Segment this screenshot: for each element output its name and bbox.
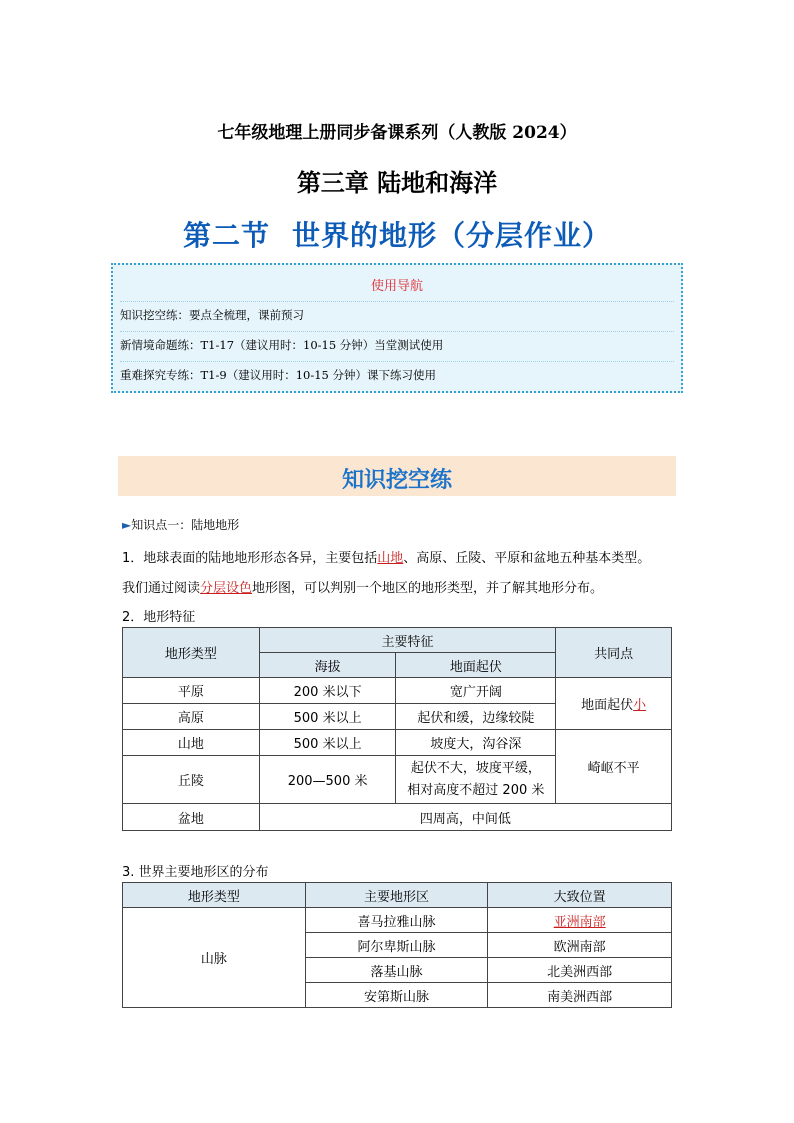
table-cell: 落基山脉 <box>305 958 488 983</box>
paragraph-text: 、高原、丘陵、平原和盆地五种基本类型。 <box>403 551 651 566</box>
section-number: 第二节 <box>182 219 270 252</box>
answer-blank: 山地 <box>377 551 404 566</box>
header-cell: 大致位置 <box>488 883 672 908</box>
header-cell: 主要特征 <box>259 628 555 653</box>
usage-navigation-box <box>111 263 683 393</box>
header-cell: 地形类型 <box>123 628 260 678</box>
header-cell: 地面起伏 <box>396 653 556 678</box>
table-cell: 200—500 米 <box>259 756 396 804</box>
nav-row: 重难探究专练：T1-9（建议用时：10-15 分钟）课下练习使用 <box>120 361 674 388</box>
table-cell <box>556 678 672 730</box>
table-cell: 宽广开阔 <box>396 678 556 704</box>
cell-text: 地面起伏 <box>581 698 634 713</box>
cell-line: 相对高度不超过 200 米 <box>407 782 545 798</box>
table-cell <box>396 756 556 804</box>
table-cell: 盆地 <box>123 804 260 831</box>
table-cell: 四周高，中间低 <box>259 804 671 831</box>
table-cell: 崎岖不平 <box>556 730 672 804</box>
knowledge-point-label: 知识点一：陆地地形 <box>131 518 240 532</box>
chapter-title: 第三章 陆地和海洋 <box>296 169 498 197</box>
table-cell: 500 米以上 <box>259 704 396 730</box>
section-2-title: 2．地形特征 <box>122 610 196 625</box>
nav-row: 知识挖空练：要点全梳理，课前预习 <box>120 301 674 328</box>
table-cell: 高原 <box>123 704 260 730</box>
landform-features-table <box>122 627 672 831</box>
header-cell: 海拔 <box>259 653 396 678</box>
header-cell: 主要地形区 <box>305 883 488 908</box>
table-cell: 南美洲西部 <box>488 983 672 1008</box>
knowledge-point-heading <box>122 516 239 533</box>
answer-blank: 亚洲南部 <box>553 914 606 930</box>
nav-title: 使用导航 <box>370 279 423 294</box>
cell-line: 起伏不大，坡度平缓， <box>410 760 541 776</box>
table-cell: 北美洲西部 <box>488 958 672 983</box>
table-cell: 200 米以下 <box>259 678 396 704</box>
section-3-title: 3. 世界主要地形区的分布 <box>122 865 269 880</box>
landform-regions-table <box>122 882 672 1008</box>
paragraph-2 <box>122 577 603 596</box>
table-cell: 安第斯山脉 <box>305 983 488 1008</box>
table-cell <box>488 908 672 933</box>
answer-blank: 分层设色 <box>200 581 253 596</box>
header-cell: 共同点 <box>556 628 672 678</box>
paragraph-1 <box>122 547 650 566</box>
paragraph-text: 地形图，可以判别一个地区的地形类型，并了解其地形分布。 <box>252 581 604 596</box>
section-name: 世界的地形（分层作业） <box>292 219 612 252</box>
banner-title: 知识挖空练 <box>341 468 452 493</box>
header-cell: 地形类型 <box>123 883 306 908</box>
paragraph-text: 我们通过阅读 <box>122 581 201 596</box>
table-cell: 平原 <box>123 678 260 704</box>
table-cell: 500 米以上 <box>259 730 396 756</box>
table-cell: 欧洲南部 <box>488 933 672 958</box>
section-title <box>0 214 794 254</box>
triangle-bullet-icon: ► <box>122 518 132 532</box>
series-title: 七年级地理上册同步备课系列（人教版 2024） <box>217 123 577 143</box>
table-cell: 阿尔卑斯山脉 <box>305 933 488 958</box>
section-banner <box>118 456 676 496</box>
paragraph-text: 1．地球表面的陆地地形形态各异，主要包括 <box>122 551 378 566</box>
nav-row: 新情境命题练：T1-17（建议用时：10-15 分钟）当堂测试使用 <box>120 331 674 358</box>
table-cell: 起伏和缓，边缘较陡 <box>396 704 556 730</box>
table-cell: 丘陵 <box>123 756 260 804</box>
table-cell: 山地 <box>123 730 260 756</box>
answer-blank: 小 <box>633 698 647 713</box>
table-cell: 山脉 <box>123 908 306 1008</box>
table-cell: 喜马拉雅山脉 <box>305 908 488 933</box>
table-cell: 坡度大，沟谷深 <box>396 730 556 756</box>
